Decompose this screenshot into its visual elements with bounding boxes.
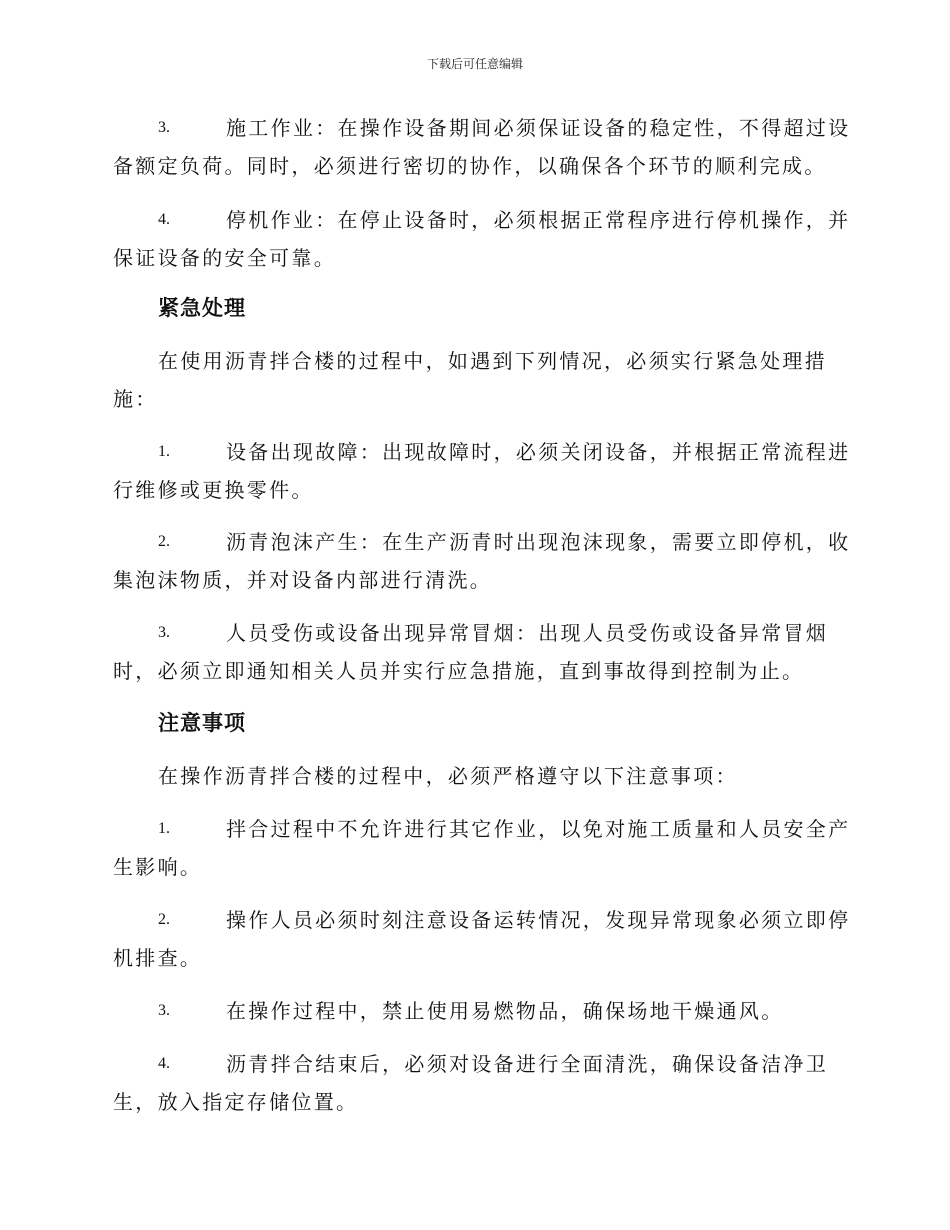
item-text-line: 人员受伤或设备出现异常冒烟：出现人员受伤或设备异常冒烟 — [226, 621, 829, 645]
paragraph-line: 施： — [113, 387, 158, 411]
item-number: 4. — [158, 211, 170, 228]
item-number: 2. — [158, 533, 170, 550]
page-header: 下载后可任意编辑 — [426, 57, 523, 71]
item-text-line: 在操作过程中，禁止使用易燃物品，确保场地干燥通风。 — [226, 999, 784, 1023]
item-text-line: 设备出现故障：出现故障时，必须关闭设备，并根据正常流程进 — [226, 440, 851, 464]
section-heading: 紧急处理 — [158, 295, 246, 320]
item-text-line: 备额定负荷。同时，必须进行密切的协作，以确保各个环节的顺利完成。 — [113, 154, 827, 178]
paragraph-line: 在操作沥青拌合楼的过程中，必须严格遵守以下注意事项： — [158, 764, 738, 788]
item-text-line: 施工作业：在操作设备期间必须保证设备的稳定性，不得超过设 — [226, 116, 851, 140]
item-number: 3. — [158, 1002, 170, 1019]
item-text-line: 机排查。 — [113, 946, 203, 970]
item-text-line: 保证设备的安全可靠。 — [113, 246, 336, 270]
item-text-line: 生影响。 — [113, 855, 203, 879]
item-text-line: 时，必须立即通知相关人员并实行应急措施，直到事故得到控制为止。 — [113, 659, 805, 683]
item-text-line: 停机作业：在停止设备时，必须根据正常程序进行停机操作，并 — [226, 208, 851, 232]
item-text-line: 集泡沫物质，并对设备内部进行清洗。 — [113, 568, 493, 592]
item-text-line: 拌合过程中不允许进行其它作业，以免对施工质量和人员安全产 — [226, 817, 851, 841]
item-number: 3. — [158, 119, 170, 136]
item-text-line: 沥青拌合结束后，必须对设备进行全面清洗，确保设备洁净卫 — [226, 1052, 829, 1076]
section-heading: 注意事项 — [158, 710, 246, 735]
paragraph-line: 在使用沥青拌合楼的过程中，如遇到下列情况，必须实行紧急处理措 — [158, 349, 827, 373]
item-number: 1. — [158, 820, 170, 837]
item-text-line: 操作人员必须时刻注意设备运转情况，发现异常现象必须立即停 — [226, 908, 851, 932]
item-number: 1. — [158, 443, 170, 460]
item-number: 4. — [158, 1055, 170, 1072]
item-text-line: 行维修或更换零件。 — [113, 478, 314, 502]
item-number: 3. — [158, 624, 170, 641]
item-number: 2. — [158, 911, 170, 928]
item-text-line: 沥青泡沫产生：在生产沥青时出现泡沫现象，需要立即停机，收 — [226, 530, 851, 554]
item-text-line: 生，放入指定存储位置。 — [113, 1090, 359, 1114]
